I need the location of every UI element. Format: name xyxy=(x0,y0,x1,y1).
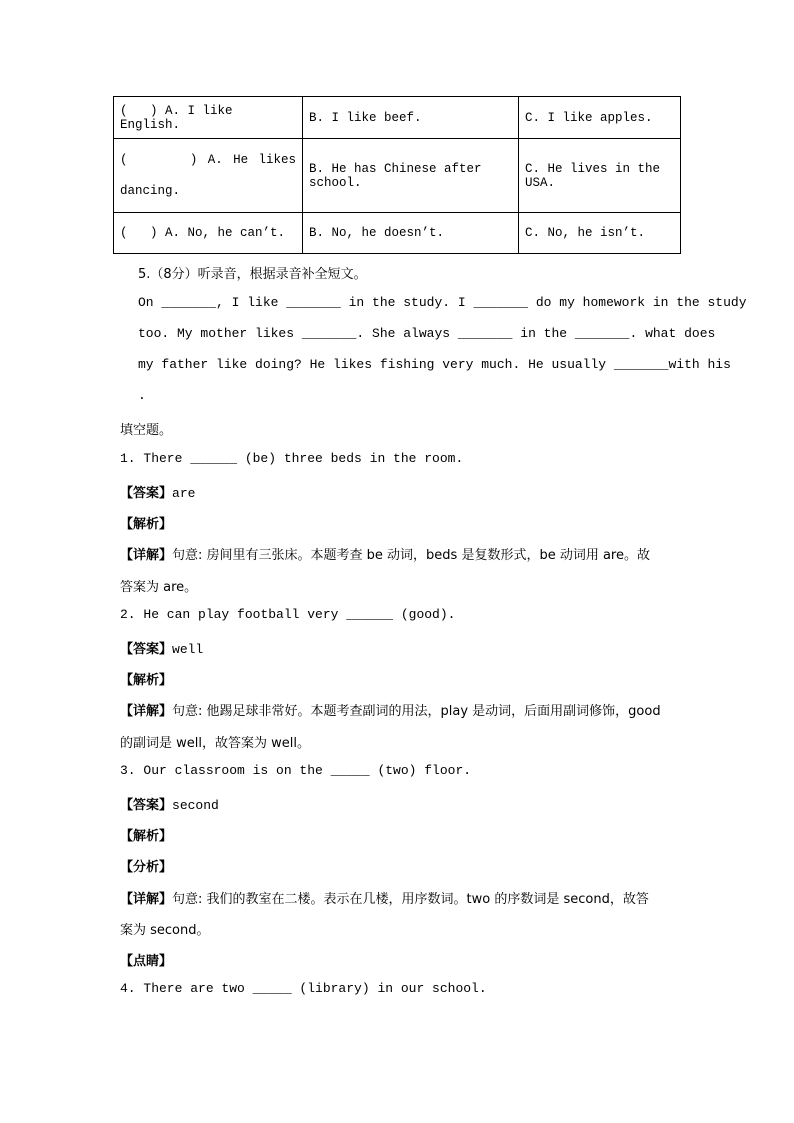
detail-text: 句意: 房间里有三张床。本题考查 be 动词，beds 是复数形式，be 动词用 are。故 xyxy=(172,548,650,563)
detail-text: 句意: 他踢足球非常好。本题考查副词的用法，play 是动词，后面用副词修饰，good xyxy=(172,704,661,719)
q5-line: too. My mother likes _______. She always _______ in the _______. what does xyxy=(138,326,716,341)
table-row xyxy=(114,139,681,213)
answer-line xyxy=(120,482,195,501)
analysis-tag: 【解析】 xyxy=(120,673,173,688)
analysis-tag: 【解析】 xyxy=(120,829,173,844)
answer-value: well xyxy=(172,642,204,657)
question-text: 2. He can play football very ______ (good). xyxy=(120,607,456,622)
answer-line xyxy=(120,638,203,657)
option-a: ( ) A. I like English. xyxy=(114,97,303,139)
q5-line: . xyxy=(138,388,146,403)
answer-tag: 【答案】 xyxy=(120,798,173,813)
detail-text: 的副词是 well，故答案为 well。 xyxy=(120,736,310,751)
option-c: C. No, he isn’t. xyxy=(519,213,681,254)
answer-line xyxy=(120,794,219,813)
option-b: B. No, he doesn’t. xyxy=(303,213,519,254)
answer-tag: 【答案】 xyxy=(120,642,173,657)
table-row xyxy=(114,213,681,254)
answer-tag: 【答案】 xyxy=(120,486,173,501)
detail-line xyxy=(120,544,650,563)
option-b: B. He has Chinese after school. xyxy=(303,139,519,213)
option-b: B. I like beef. xyxy=(303,97,519,139)
analysis-tag: 【解析】 xyxy=(120,517,173,532)
detail-line xyxy=(120,888,649,907)
detail-tag: 【详解】 xyxy=(120,704,173,719)
question-text: 4. There are two _____ (library) in our school. xyxy=(120,981,487,996)
option-c: C. I like apples. xyxy=(519,97,681,139)
option-c: C. He lives in the USA. xyxy=(519,139,681,213)
answer-value: second xyxy=(172,798,219,813)
detail-tag: 【详解】 xyxy=(120,548,173,563)
q5-line: my father like doing? He likes fishing very much. He usually _______with his xyxy=(138,357,731,372)
section-title: 填空题。 xyxy=(120,423,173,438)
detail-tag: 【详解】 xyxy=(120,892,173,907)
answer-value: are xyxy=(172,486,196,501)
detail-text: 句意: 我们的教室在二楼。表示在几楼，用序数词。two 的序数词是 second，故答 xyxy=(172,892,649,907)
q5-title: 5.（8分）听录音，根据录音补全短文。 xyxy=(138,267,367,282)
dianjing-tag: 【点睛】 xyxy=(120,954,173,969)
option-a: ( ) A. He likes dancing. xyxy=(114,139,303,213)
option-a: ( ) A. No, he can’t. xyxy=(114,213,303,254)
detail-text: 案为 second。 xyxy=(120,923,210,938)
table-row xyxy=(114,97,681,139)
options-table xyxy=(113,96,681,254)
question-text: 1. There ______ (be) three beds in the room. xyxy=(120,451,464,466)
detail-line xyxy=(120,700,661,719)
question-text: 3. Our classroom is on the _____ (two) floor. xyxy=(120,763,472,778)
detail-text: 答案为 are。 xyxy=(120,580,198,595)
q5-line: On _______, I like _______ in the study. I _______ do my homework in the study xyxy=(138,295,747,310)
fenxi-tag: 【分析】 xyxy=(120,860,173,875)
